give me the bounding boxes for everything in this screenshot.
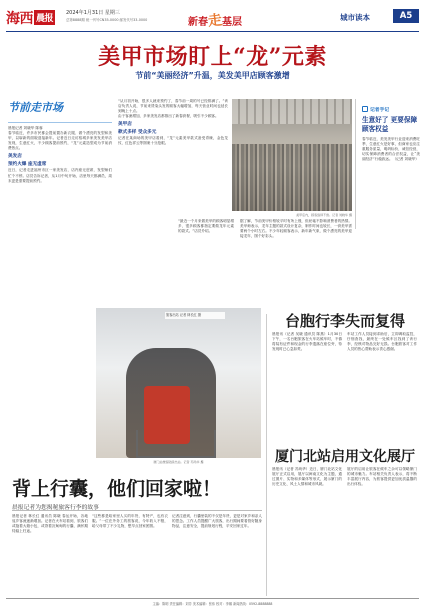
taiwan-story-column-1 xyxy=(272,332,342,440)
banner-big-char: 走 xyxy=(207,12,223,30)
main-col1-subheading: 美发店 xyxy=(8,154,22,160)
photo-crowd xyxy=(232,144,352,211)
photo-cart xyxy=(136,430,216,458)
page-number-badge: A5 xyxy=(393,9,419,23)
xiamen-col2-text: 展厅的启用让旅客在候车之余可以领略厦门的城市魅力。车站相关负责人表示，将不断丰富展厅内容，为旅客提供更加优质温馨的出行体验。 xyxy=(347,467,417,487)
taiwan-col1-text: 晨报讯（记者 吴晓 通讯员 陈燕）1月30日下午，一名台胞旅客在火车站候车时，不慎将装有证件和现金的行李遗落在座位旁，待发现时已心急如焚。 xyxy=(272,332,342,352)
luggage-col3-text: 记者注意到，行囊里装的不仅是年货，更是对家乡和亲人的思念。工作人员提醒广大旅客，出行期间要看管好随身物品，注意安全，提前规划行程，平安回家过年。 xyxy=(172,514,262,529)
banner-post: 基层 xyxy=(222,17,242,28)
section-title: 城市读本 xyxy=(340,13,370,22)
main-col2-text: “从月初开始，很多人就来预约了，春节前一周的号已经排满了。”该店负责人说，节前来烫染头发的顾客大幅增加，每天营业时间也延长到晚上十点。 由于客流增加，多家美发店都推出了新春套餐，吸引不少顾客。 xyxy=(118,99,228,119)
column-divider xyxy=(266,314,267,596)
masthead xyxy=(0,0,425,32)
main-col2-subheading: 美甲店 xyxy=(118,122,132,128)
sidebar-text: 春节临近，美发美甲行业迎来消费旺季，生意红火是好事，但商家也应注重服务质量，明码标价，诚信经营，切实保障消费者的合法权益，让“美丽经济”行稳致远。（记者 刘晓华） xyxy=(362,137,420,162)
logo-badge: 晨报 xyxy=(34,10,55,25)
issue-date: 2024年1月31日 星期三 xyxy=(66,10,120,16)
xiamen-col1-text: 晨报讯（记者 苏尚华）近日，厦门北站文化展厅正式启用，展厅以闽南文化为主题，通过图片、实物和多媒体等形式，展示厦门的历史文化、风土人情和城市风貌。 xyxy=(272,467,342,487)
nail-salon-photo xyxy=(232,99,352,211)
main-subhead: 节前“美丽经济”升温，美发美甲店顾客激增 xyxy=(135,71,290,80)
luggage-story-headline: 背上行囊，他们回家啦！ xyxy=(12,478,222,500)
main-col1-subheading-2: 预约火爆 座无虚席 xyxy=(8,162,47,168)
photo-ceiling xyxy=(232,99,352,124)
main-article-column-1 xyxy=(8,126,112,294)
sidebar-label xyxy=(362,106,389,113)
page-footer: 主编：陈明 责任编辑：刘芳 美术编辑：张伟 校对：李娜 新闻热线：0592-8888888 xyxy=(152,602,273,606)
main-headline: 美甲市场盯上“龙”元素 xyxy=(98,44,327,70)
xiamen-story-column-2 xyxy=(347,467,417,593)
luggage-trolley-photo xyxy=(96,308,261,458)
luggage-col1-text: 晨报记者 林长红 通讯员 陈晓 春运开始，各地返乡客流逐渐增加。记者在火车站看到，旅客们或拖着大箱小包，或背着沉甸甸的行囊，满怀期待踏上归途。 xyxy=(12,514,88,534)
luggage-story-divider xyxy=(12,510,262,511)
footer-divider xyxy=(6,598,419,599)
campaign-banner xyxy=(188,10,242,30)
luggage-story-column-1 xyxy=(12,514,88,594)
sidebar-divider xyxy=(355,99,356,229)
feature-column-title: 节前走市场 xyxy=(8,99,112,123)
main-col1-text-2: 近日，记者走进福州市区一家美发店，店内座无虚席，发型师们忙个不停。店员告诉记者，从1月中旬开始，店里每天都满员，周末更是需要提前预约。 xyxy=(8,168,112,183)
luggage-story-subhead: 晨报记者为您揭秘旅客行李的故事 xyxy=(12,505,99,511)
main-article-column-3 xyxy=(178,219,234,297)
header-divider xyxy=(6,31,419,32)
main-photo-caption: 美甲店内，顾客络绎不绝。记者 刘晓华 摄 xyxy=(296,213,352,217)
luggage-photo-caption: 厦门站旅客陆续出站。记者 苏尚华 摄 xyxy=(153,460,204,464)
main-article-column-4 xyxy=(240,219,352,297)
photo-caption-inset: 旅客出站 记者 林长红 摄 xyxy=(165,312,225,319)
main-col4-text: 据了解，节前美甲价格较平时有所上涨，但丝毫不影响消费者的热情。美甲师表示，龙年主题的款式设计复杂，制作时间也较长，一套美甲需要两个小时左右。不少年轻顾客表示，新年新气象，做个漂亮的美甲迎接龙年，图个好彩头。 xyxy=(240,219,352,239)
xiamen-story-headline: 厦门北站启用文化展厅 xyxy=(275,449,415,465)
xiamen-story-column-1 xyxy=(272,467,342,593)
main-col1-text: 晨报记者 刘晓华 陈蓉 春节临近，许多市民都会提前置办新衣服、做个漂亮的发型和美甲，以崭新的面貌迎接新年。记者近日走访榕城多家美发美甲店发现，生意红火，不少顾客提前预约，“龙”元素造型成为节前消费热点。 xyxy=(8,126,112,151)
taiwan-story-headline: 台胞行李失而复得 xyxy=(284,312,405,330)
taiwan-story-column-2 xyxy=(347,332,417,440)
luggage-story-column-3 xyxy=(172,514,262,594)
main-col3-text: “最近一个月来做美甲的顾客明显增多，很多顾客都指定要做龙年元素的款式。”店员介绍。 xyxy=(178,219,234,234)
sidebar-body xyxy=(362,137,420,225)
sidebar-title: 生意好了 更要保障顾客权益 xyxy=(362,116,418,133)
edition-info: 总第8888期 统一刊号CN35-0000 邮发代号33-0000 xyxy=(66,18,148,22)
taiwan-col2-text: 车站工作人员接到求助后，立即调取监控，仔细查找，最终在一处候车区找到了该行李，经核对物品完好无损。台胞旅客对工作人员的热心帮助表示衷心感谢。 xyxy=(347,332,417,352)
luggage-col2-text: “这些都是给家里人买的年货，有特产，也有衣服。”一位在外务工的旅客说，今年收入不错，给父母带了不少礼物，想早点回家团圆。 xyxy=(92,514,168,529)
newspaper-logo xyxy=(6,8,55,28)
luggage-story-column-2 xyxy=(92,514,168,594)
main-col2-text-2: 记者在某商场的美甲店看到，“龙”元素美甲款式备受青睐，金色龙纹、红色祥云等图案十分抢眼。 xyxy=(118,136,228,146)
sidebar-label-text: 记者手记 xyxy=(370,108,390,113)
banner-pre: 新春 xyxy=(188,17,208,28)
main-col2-subheading-2: 款式多样 受众多元 xyxy=(118,130,157,136)
pen-icon xyxy=(362,106,368,112)
logo-text: 海西 xyxy=(6,11,33,27)
